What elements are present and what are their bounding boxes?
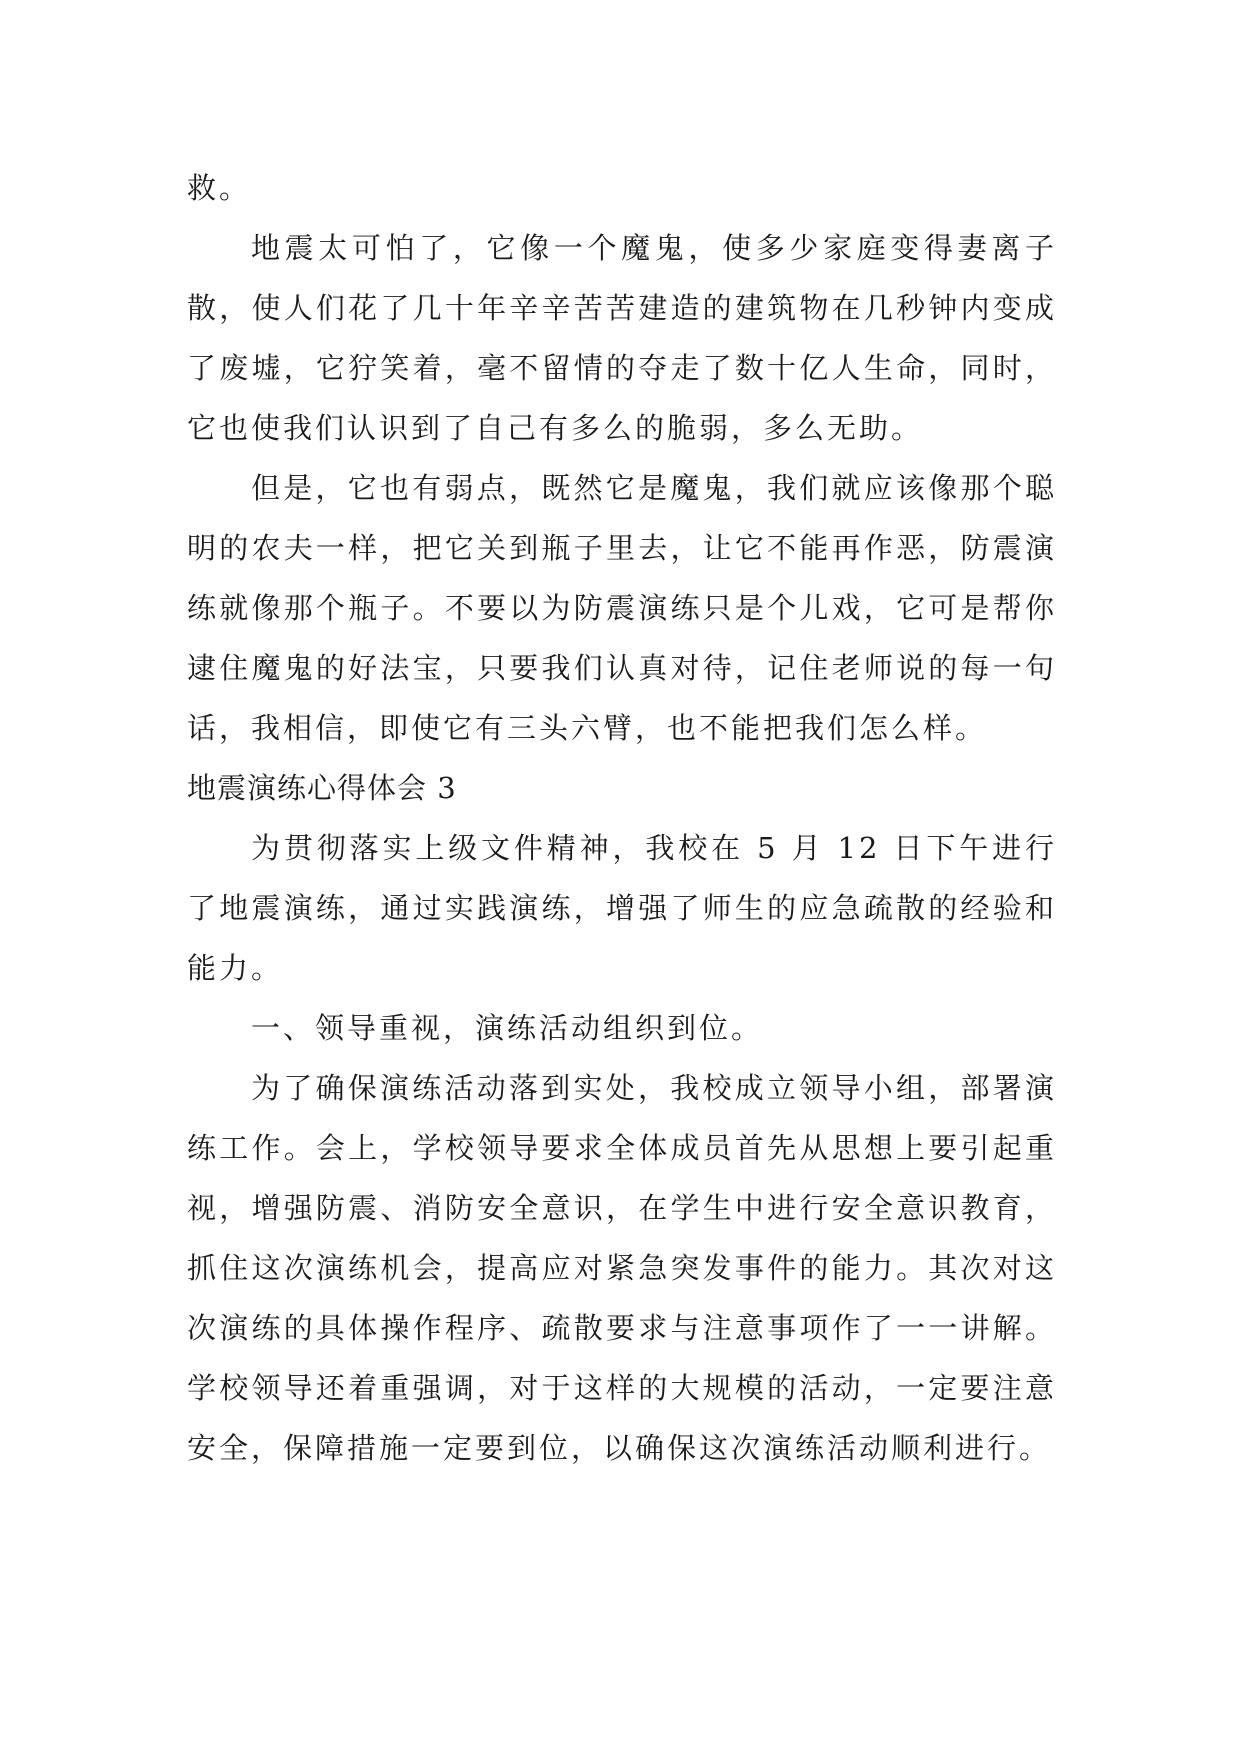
document-body [187,158,1057,1478]
paragraph-continuation: 救。 [187,171,252,205]
section-heading: 地震演练心得体会 3 [187,771,457,805]
paragraph-earthquake-fear: 地震太可怕了，它像一个魔鬼，使多少家庭变得妻离子散，使人们花了几十年辛辛苦苦建造的建筑物在几秒钟内变成了废墟，它狞笑着，毫不留情的夺走了数十亿人生命，同时，它也使我们认识到了自己有多么的脆弱，多么无助。 [187,231,1057,445]
subheading-leadership: 一、领导重视，演练活动组织到位。 [251,1011,764,1045]
paragraph-drill-importance: 但是，它也有弱点，既然它是魔鬼，我们就应该像那个聪明的农夫一样，把它关到瓶子里去，让它不能再作恶，防震演练就像那个瓶子。不要以为防震演练只是个儿戏，它可是帮你逮住魔鬼的好法宝，只要我们认真对待，记住老师说的每一句话，我相信，即使它有三头六臂，也不能把我们怎么样。 [187,471,1057,745]
paragraph-leadership-detail: 为了确保演练活动落到实处，我校成立领导小组，部署演练工作。会上，学校领导要求全体成员首先从思想上要引起重视，增强防震、消防安全意识，在学生中进行安全意识教育，抓住这次演练机会，提高应对紧急突发事件的能力。其次对这次演练的具体操作程序、疏散要求与注意事项作了一一讲解。学校领导还着重强调，对于这样的大规模的活动，一定要注意安全，保障措施一定要到位，以确保这次演练活动顺利进行。 [187,1071,1057,1465]
paragraph-drill-intro: 为贯彻落实上级文件精神，我校在 5 月 12 日下午进行了地震演练，通过实践演练，增强了师生的应急疏散的经验和能力。 [187,831,1057,985]
